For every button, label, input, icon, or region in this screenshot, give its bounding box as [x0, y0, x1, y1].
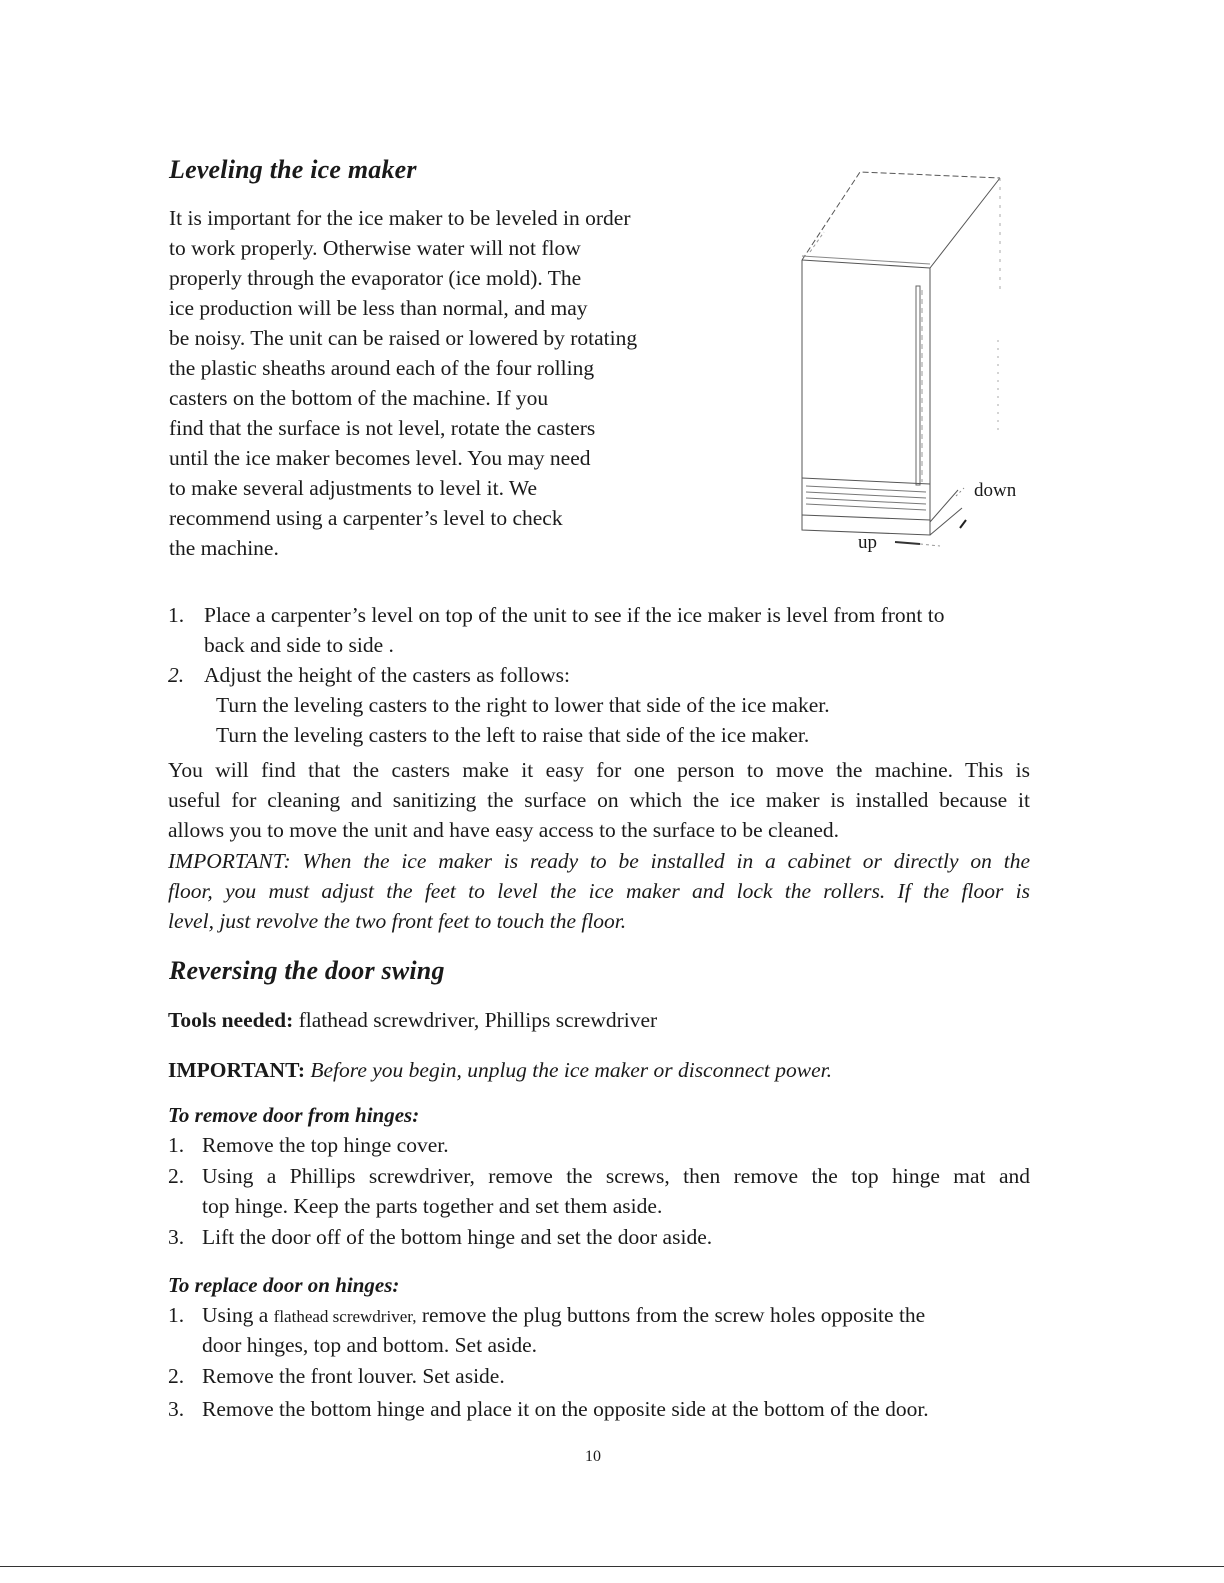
tools-needed [168, 1005, 657, 1035]
body-line: allows you to move the unit and have easy access to the surface to be cleaned. [168, 818, 840, 842]
page-number: 10 [585, 1448, 601, 1465]
body-line: You will find that the casters make it easy for one person to move the machine. This is [168, 758, 1030, 782]
intro-line: casters on the bottom of the machine. If you [169, 386, 549, 410]
step-number: 3. [168, 1225, 185, 1249]
step-text: Lift the door off of the bottom hinge and set the door aside. [202, 1225, 713, 1249]
step-number: 2. [168, 1364, 185, 1388]
important-line: level, just revolve the two front feet to touch the floor. [168, 909, 627, 933]
remove-step-2 [168, 1161, 1030, 1221]
tools-value: flathead screwdriver, Phillips screwdriver [298, 1008, 658, 1032]
step-number: 1. [168, 603, 185, 627]
intro-line: until the ice maker becomes level. You may need [169, 446, 591, 470]
important-value: Before you begin, unplug the ice maker or disconnect power. [310, 1058, 833, 1082]
intro-line: ice production will be less than normal, and may [169, 296, 588, 320]
substep-lower: Turn the leveling casters to the right to lower that side of the ice maker. [216, 693, 830, 717]
intro-line: find that the surface is not level, rotate the casters [169, 416, 596, 440]
step-text: Remove the top hinge cover. [202, 1133, 449, 1157]
caster-substeps [216, 690, 830, 750]
step-number: 1. [168, 1133, 185, 1157]
door-important-note [168, 1055, 832, 1085]
remove-step-1 [168, 1130, 1048, 1160]
step-text-part: Using a [202, 1303, 274, 1327]
step-text [202, 1300, 1030, 1332]
leveling-important-note [168, 846, 1030, 936]
intro-line: the machine. [169, 536, 279, 560]
step-text: top hinge. Keep the parts together and set them aside. [202, 1194, 663, 1218]
leveling-intro [169, 203, 709, 563]
step-number: 2. [168, 663, 185, 687]
step-text: Remove the bottom hinge and place it on the opposite side at the bottom of the door. [202, 1397, 929, 1421]
step-text-small: flathead screwdriver, [273, 1307, 417, 1326]
ice-maker-diagram [780, 160, 1040, 560]
replace-step-2 [168, 1361, 1048, 1391]
step-text: back and side to side . [204, 633, 394, 657]
step-number: 1. [168, 1303, 185, 1327]
scan-edge-line [0, 1566, 1224, 1567]
step-text: Place a carpenter’s level on top of the unit to see if the ice maker is level from front to [204, 603, 945, 627]
intro-line: be noisy. The unit can be raised or lowered by rotating [169, 326, 638, 350]
section-title-leveling: Leveling the ice maker [169, 155, 417, 184]
intro-line: to work properly. Otherwise water will not flow [169, 236, 581, 260]
replace-door-heading: To replace door on hinges: [168, 1273, 400, 1297]
intro-line: It is important for the ice maker to be leveled in order [169, 206, 631, 230]
replace-step-3 [168, 1394, 1048, 1424]
intro-line: recommend using a carpenter’s level to check [169, 506, 563, 530]
step-text: Remove the front louver. Set aside. [202, 1364, 505, 1388]
intro-line: properly through the evaporator (ice mold). The [169, 266, 582, 290]
tools-label: Tools needed: [168, 1008, 294, 1032]
leveling-step-1 [168, 600, 1048, 660]
important-label: IMPORTANT: [168, 1058, 305, 1082]
step-text-part: remove the plug buttons from the screw holes opposite the [416, 1303, 926, 1327]
remove-door-heading: To remove door from hinges: [168, 1103, 420, 1127]
remove-step-3 [168, 1222, 1048, 1252]
body-line: useful for cleaning and sanitizing the surface on which the ice maker is installed because it [168, 788, 1030, 812]
label-up: up [858, 532, 877, 553]
step-text: door hinges, top and bottom. Set aside. [202, 1333, 538, 1357]
step-text: Adjust the height of the casters as follows: [204, 663, 571, 687]
important-line: floor, you must adjust the feet to level the ice maker and lock the rollers. If the floor is [168, 879, 1030, 903]
step-text: Using a Phillips screwdriver, remove the screws, then remove the top hinge mat and [202, 1164, 1030, 1188]
step-number: 3. [168, 1397, 185, 1421]
step-number: 2. [168, 1164, 185, 1188]
label-down: down [974, 480, 1017, 501]
leveling-step-2 [168, 660, 1048, 690]
section-title-reversing: Reversing the door swing [169, 956, 445, 985]
intro-line: the plastic sheaths around each of the four rolling [169, 356, 595, 380]
intro-line: to make several adjustments to level it. We [169, 476, 538, 500]
important-line: IMPORTANT: When the ice maker is ready to be installed in a cabinet or directly on the [168, 849, 1030, 873]
casters-paragraph [168, 755, 1030, 845]
substep-raise: Turn the leveling casters to the left to raise that side of the ice maker. [216, 723, 810, 747]
replace-step-1 [168, 1300, 1030, 1360]
